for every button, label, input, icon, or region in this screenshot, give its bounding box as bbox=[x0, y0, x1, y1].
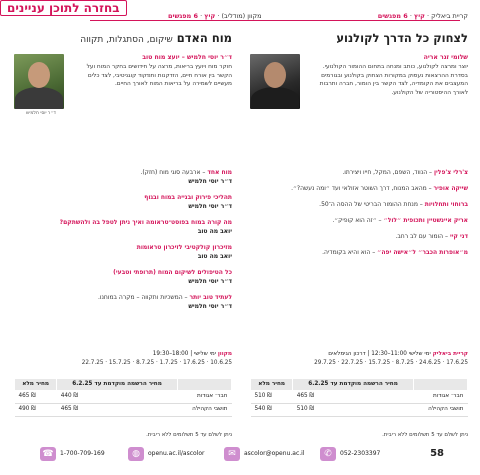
session-description: – ארבעה סוגי מוח (חזק). bbox=[140, 169, 206, 176]
course-title: מוח האדם שיקום, הסתגלות, תקווה bbox=[80, 31, 232, 45]
session-item bbox=[250, 200, 468, 209]
session-description: – המשכיות ותקווה – מקרה במוחנו. bbox=[97, 294, 188, 301]
session-item bbox=[14, 218, 232, 236]
session-description: – הנווד, השפם, המקל, חייו ויצירתו. bbox=[342, 169, 433, 176]
lecturer-name: ד״ר יוסי חלמיש – יועצ מוח טוב bbox=[142, 54, 232, 61]
lecturer-block bbox=[250, 54, 468, 166]
table-row: תושבי הקהילה 465 ₪ 490 ₪ bbox=[15, 403, 232, 416]
session-lecturer: ד״ר יוסי חלמיש bbox=[188, 203, 232, 210]
session-title: מה קורה במוח בפוסט־טראומה ואיך ניתן לטפל בה ולהשתקם? bbox=[59, 219, 232, 226]
page-number: 58 bbox=[430, 448, 444, 459]
session-title: מ״אופרות הכבר״ ל״אישה יפה״ bbox=[377, 249, 468, 256]
session-item bbox=[14, 268, 232, 286]
session-title: תהליכי פירוק ובנייה במוח ובגוף bbox=[144, 194, 232, 201]
session-item bbox=[14, 293, 232, 311]
meeting-dates: 10.6.25 · 17.6.25 · 1.7.25 · 8.7.25 · 15.7.25 · 22.7.25 bbox=[81, 359, 232, 366]
footer-web[interactable]: ◍ openu.ac.il/ascolor bbox=[128, 446, 205, 462]
lecturer-bio: חוקר מוח ויועץ בריאות, מרצה על חידושים בחקר המוח ועל הקשר בין אורח חיים, הזדקנות ותפקוד קוגניטיבי, לצד כלים מעשיים לשמירה על בריאות המוח לאורך החיים. bbox=[86, 64, 232, 88]
course-laugh-cinema bbox=[250, 28, 468, 264]
lecturer-photo bbox=[14, 54, 64, 109]
session-lecturer: ד״ר יוסי חלמיש bbox=[188, 178, 232, 185]
price-table: מחיר הרשמה מוקדמת עד 6.2.25 מחיר מלא חבר׳ אגודות 465 ₪ 510 ₪ תושבי הקהילה 510 ₪ 540 ₪ bbox=[250, 378, 468, 417]
whatsapp-icon: ✆ bbox=[320, 447, 336, 461]
session-lecturer: ד״ר יוסי חלמיש bbox=[188, 278, 232, 285]
course-title: לצחוק כל הדרך לקולנוע bbox=[336, 31, 468, 45]
lecturer-name: שלומי זגר אריה bbox=[423, 54, 468, 61]
course-subtitle: שיקום, הסתגלות, תקווה bbox=[80, 35, 173, 45]
session-title: צ'רלי צ'פלין bbox=[433, 169, 468, 176]
session-title: מוח אחד bbox=[207, 169, 232, 176]
session-item bbox=[250, 168, 468, 177]
session-item bbox=[250, 184, 468, 193]
meeting-info: מקוון ימי שלישי | 18:00–19:30 10.6.25 · 17.6.25 · 1.7.25 · 8.7.25 · 15.7.25 · 22.7.25 bbox=[14, 350, 232, 367]
phone-icon: ☎ bbox=[40, 447, 56, 461]
session-title: מזיכרון קולקטיבי לזיכרון טראומות bbox=[136, 244, 232, 251]
session-title: אריק איינשטיין ותכופית ״לול״ bbox=[383, 217, 468, 224]
session-item bbox=[14, 193, 232, 211]
session-lecturer: ד״ר יוסי חלמיש bbox=[188, 303, 232, 310]
back-to-contents-link[interactable]: בחזרה לתוכן עניינים bbox=[0, 0, 127, 16]
price-table: מחיר הרשמה מוקדמת עד 6.2.25 מחיר מלא חבר׳ אגודות 440 ₪ 465 ₪ תושבי הקהילה 465 ₪ 490 ₪ bbox=[14, 378, 232, 417]
session-title: שייקה אופיר bbox=[433, 185, 468, 192]
session-item bbox=[250, 248, 468, 257]
payment-note: ניתן לשלם עד 5 תשלומים ללא ריבית. bbox=[382, 432, 468, 438]
session-description: – הומור עם לב רחב. bbox=[395, 233, 449, 240]
footer bbox=[40, 440, 400, 466]
session-title: דני קיי bbox=[449, 233, 468, 240]
lecturer-bio: יוצר ומרצה לקולנוע, כותב ומנחה בתחום ההומור הקולנועי. בסדרת ההרצאות נעסוק במקורות הצחוק בקולנוע ובגורמים המעצבים את הקומדיה, לצד הקשר בין הומור, חברה ותרבות לאורך ההיסטוריה של הקולנוע. bbox=[319, 64, 468, 96]
session-description: – ״זה הוא קופיק״. bbox=[332, 217, 382, 224]
lecturer-block bbox=[14, 54, 232, 166]
session-title: כל הטיפולים לשיקום המוח (תרופתי וטבעי) bbox=[113, 269, 232, 276]
session-title: לעתיד טוב יותר bbox=[189, 294, 232, 301]
globe-icon: ◍ bbox=[128, 447, 144, 461]
session-lecturer: יואב מה טוב bbox=[197, 253, 232, 260]
table-row: תושבי הקהילה 510 ₪ 540 ₪ bbox=[251, 403, 468, 416]
table-row: חבר׳ אגודות 465 ₪ 510 ₪ bbox=[251, 391, 468, 404]
left-column-header: מקוון (מודליב) · קיץ · 6 מפגשים bbox=[168, 12, 262, 20]
session-description: – מנחת ההומור הבריטי של ההסה ה־50. bbox=[319, 201, 423, 208]
mail-icon: ✉ bbox=[224, 447, 240, 461]
session-list bbox=[250, 168, 468, 257]
session-item bbox=[14, 243, 232, 261]
meeting-dates: 17.6.25 · 24.6.25 · 8.7.25 · 15.7.25 · 22.7.25 · 29.7.25 bbox=[314, 359, 468, 366]
table-row: חבר׳ אגודות 440 ₪ 465 ₪ bbox=[15, 391, 232, 404]
session-description: – הוא והיא בקומדיה. bbox=[322, 249, 376, 256]
lecturer-photo bbox=[250, 54, 300, 109]
right-column-header: קריית ביאליק · קיץ · 6 מפגשים bbox=[377, 12, 468, 20]
course-human-brain bbox=[14, 28, 232, 318]
payment-note: ניתן לשלם עד 5 תשלומים ללא ריבית. bbox=[146, 432, 232, 438]
session-title: ברוחוי ותחלויות bbox=[424, 201, 468, 208]
session-item bbox=[250, 232, 468, 241]
footer-whatsapp[interactable]: ✆ 052-2303397 bbox=[320, 446, 380, 462]
footer-tel[interactable]: ☎ 1-700-709-169 bbox=[40, 446, 105, 462]
session-item bbox=[14, 168, 232, 186]
photo-caption: ד״ר יוסי חלמיש bbox=[26, 111, 56, 116]
session-list bbox=[14, 168, 232, 311]
meeting-info: קריית ביאליק ימי שלישי 11:00–12:30 | דרכון הגימלאים 17.6.25 · 24.6.25 · 8.7.25 · 15.7.25 · 22.7.25 · 29.7.25 bbox=[250, 350, 468, 367]
footer-email[interactable]: ✉ ascolor@openu.ac.il bbox=[224, 446, 304, 462]
session-item bbox=[250, 216, 468, 225]
session-description: – מהאב המנוח, דרך השוטר אזולאי ועד ״ומה נעשה?״. bbox=[291, 185, 432, 192]
session-lecturer: יואב מה טוב bbox=[197, 228, 232, 235]
